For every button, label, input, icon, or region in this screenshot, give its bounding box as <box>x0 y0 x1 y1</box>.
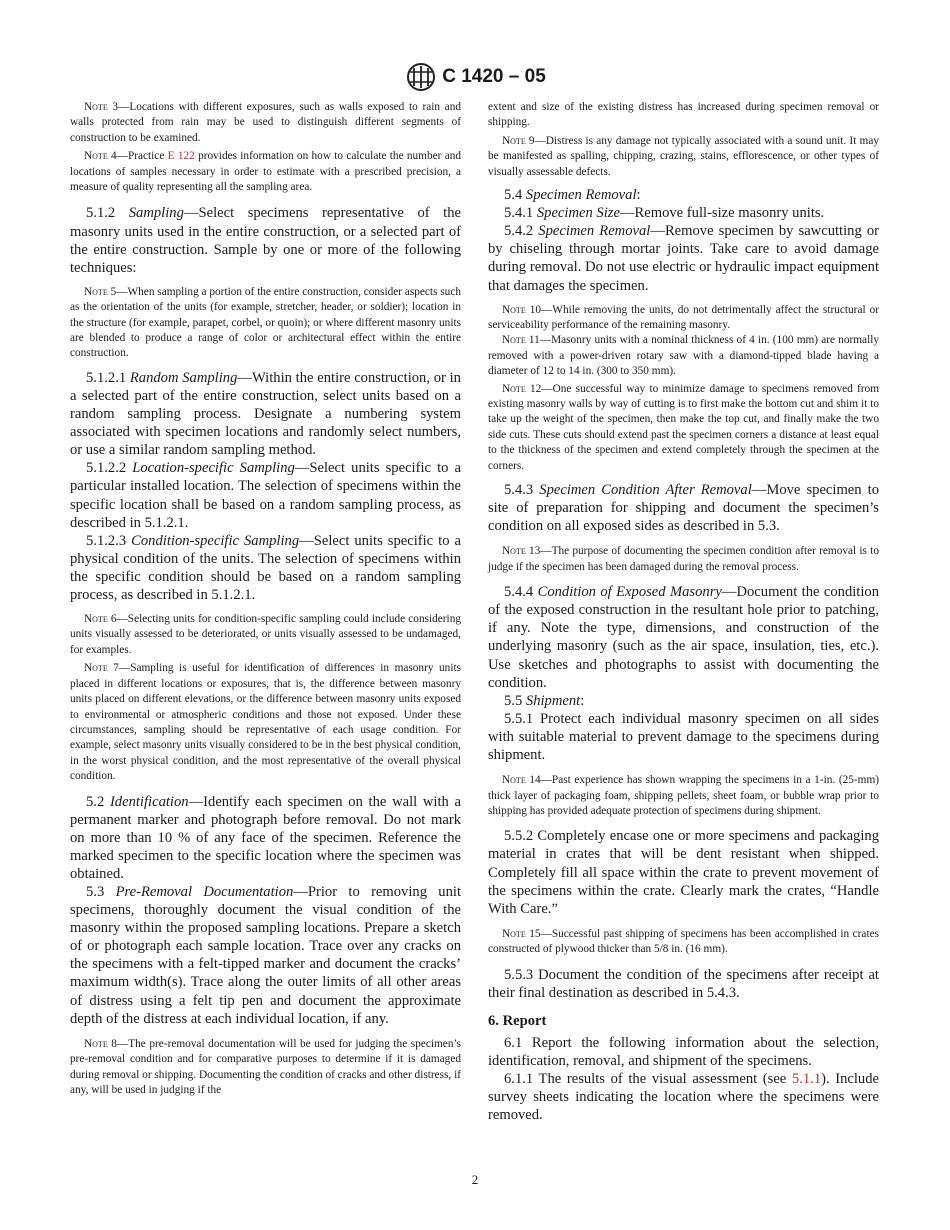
section-5-5-1: 5.5.1 Protect each individual masonry specimen on all sides with suitable material to prevent damage to the specimens during shipment. <box>488 710 879 763</box>
reference-link-5-1-1[interactable]: 5.1.1 <box>791 1070 822 1087</box>
reference-link-e122[interactable]: E 122 <box>167 150 195 163</box>
note-8-continued: extent and size of the existing distress has increased during specimen removal or shipping. <box>488 101 879 129</box>
note-9: Note 9—Distress is any damage not typically associated with a sound unit. It may be manifested as spalling, chipping, crazing, stains, efflorescence, or other types of visually assessable defects. <box>488 134 879 178</box>
document-designation: C 1420 – 05 <box>442 66 546 87</box>
page-number: 2 <box>471 1172 479 1187</box>
section-5-5-3: 5.5.3 Document the condition of the specimens after receipt at their final destination as described in 5.4.3. <box>488 966 879 1001</box>
section-5-2: 5.2 Identification—Identify each specimen on the wall with a permanent marker and photograph before removal. Do not mark on more than 10 % of any face of the specimen. Reference the marked specimen to the specific location where the specimen was obtained. <box>70 793 461 882</box>
note-5: Note 5—When sampling a portion of the entire construction, consider aspects such as the orientation of the units (for example, stretcher, header, or soldier); location in the structure (for example, parapet, corbel, or quoin); or where different masonry units are blended to produce a range of color or architectural effect within the entire construction. <box>70 285 461 360</box>
left-column <box>70 100 461 1098</box>
note-10: Note 10—While removing the units, do not detrimentally affect the structural or serviceability performance of the remaining masonry. <box>488 303 879 331</box>
section-5-3: 5.3 Pre-Removal Documentation—Prior to removing unit specimens, thoroughly document the visual condition of the masonry within the proposed sampling locations. Prepare a sketch of or photograph each sample location. Trace over any cracks on the specimens with a felt-tipped marker and document the cracks’ maximum width(s). Trace along the outer limits of all other areas of distress using a felt tip pen and document the approximate depth of the distress at each individual location, if any. <box>70 884 462 1027</box>
note-12: Note 12—One successful way to minimize damage to specimens removed from existing masonry walls by way of cutting is to first make the bottom cut and shim it to take up the weight of the specimen, then make the top cut, and finally make the two side cuts. These cuts should extend past the specimen corners a distance at least equal to the thickness of the specimen and extend completely through the specimen at the corners. <box>488 382 879 472</box>
section-5-1-2-2: 5.1.2.2 Location-specific Sampling—Select units specific to a particular installed location. The selection of specimens within the specific location shall be based on a random sampling process, as described in 5.1.2.1. <box>70 460 462 531</box>
section-5-4-3: 5.4.3 Specimen Condition After Removal—Move specimen to site of preparation for shipping and document the specimen’s condition on all exposed sides as described in 5.3. <box>488 482 879 535</box>
note-8: Note 8—The pre-removal documentation will be used for judging the specimen’s pre-removal condition and for comparative purposes to determine if it is damaged during removal or shipping. Documenting the condition of cracks and other distress, if any, will be used in judging if the <box>70 1037 461 1096</box>
section-5-5-2: 5.5.2 Completely encase one or more specimens and packaging material in crates that will be dent resistant when shipped. Completely fill all space within the crate to prevent movement of the specimens within the crate. Clearly mark the crates, “Handle With Care.” <box>488 828 879 917</box>
section-6-heading: 6. Report <box>488 1012 547 1029</box>
page-header <box>0 62 950 92</box>
note-4: Note 4—Practice E 122 provides information on how to calculate the number and locations of samples necessary in order to estimate with a prescribed precision, a measure of quality representing all the sampling area. <box>70 150 462 194</box>
section-5-1-2-3: 5.1.2.3 Condition-specific Sampling—Select units specific to a physical condition of the units. The selection of specimens within the specific condition should be based on a random sampling process, as described in 5.1.2.1. <box>70 532 462 603</box>
note-13: Note 13—The purpose of documenting the specimen condition after removal is to judge if the specimen has been damaged during the removal process. <box>488 545 879 573</box>
note-6: Note 6—Selecting units for condition-specific sampling could include considering units visually assessed to be deteriorated, or units visually assessed to be undamaged, for examples. <box>70 613 461 656</box>
right-column <box>488 100 879 1124</box>
note-3: Note 3—Locations with different exposures, such as walls exposed to rain and walls protected from rain may be used to distinguish different segments of construction to be examined. <box>70 101 461 144</box>
section-5-4-2: 5.4.2 Specimen Removal—Remove specimen by sawcutting or by chiseling through mortar joints. Take care to avoid damage during removal. Do not use electric or hydraulic impact equipment that damages the specimen. <box>488 223 879 294</box>
section-5-1-2-1: 5.1.2.1 Random Sampling—Within the entire construction, or in a selected part of the entire construction, select units based on a random sampling process. Designate a numbering system associated with specimen locations and randomly select numbers, or use a similar random sampling method. <box>70 369 461 459</box>
note-11: Note 11—Masonry units with a nominal thickness of 4 in. (100 mm) are normally removed with a power-driven rotary saw with a diamond-tipped blade having a diameter of 12 to 14 in. (300 to 350 mm). <box>488 334 879 378</box>
astm-logo-icon <box>404 62 438 92</box>
note-14: Note 14—Past experience has shown wrapping the specimens in a 1-in. (25-mm) thick layer of packaging foam, shipping pellets, sheet foam, or bubble wrap prior to shipping has provided adequate protection of specimens during shipment. <box>488 774 879 817</box>
section-6-1-1: 6.1.1 The results of the visual assessment (see 5.1.1). Include survey sheets indicating the location where the specimens were removed. <box>488 1070 880 1124</box>
section-5-4: 5.4 Specimen Removal: <box>504 187 641 204</box>
section-5-4-4: 5.4.4 Condition of Exposed Masonry—Document the condition of the exposed construction in the resultant hole prior to patching, if any. Note the type, dimensions, and construction of the underlying masonry (such as the air space, insulation, ties, etc.). Use sketches and photographs to assist with documenting the condition. <box>488 584 879 691</box>
section-5-4-1: 5.4.1 Specimen Size—Remove full-size masonry units. <box>504 205 825 222</box>
section-5-5: 5.5 Shipment: <box>504 692 585 709</box>
section-5-1-2: 5.1.2 Sampling—Select specimens representative of the masonry units used in the entire construction, or a selected part of the entire construction. Sample by one or more of the following techniques: <box>70 205 461 276</box>
note-15: Note 15—Successful past shipping of specimens has been accomplished in crates constructed of plywood thicker than 5/8 in. (16 mm). <box>488 927 879 956</box>
note-7: Note 7—Sampling is useful for identification of differences in masonry units placed in different locations or exposures, that is, the difference between masonry units placed on different elevations, or the difference between masonry units exposed to environmental or atmospheric conditions and those not exposed. Under these circumstances, sampling should be representative of each usage condition. For example, select masonry units visually considered to be in the best physical condition, in the worst physical condition, and the most representative of the overall physical condition. <box>70 662 461 783</box>
section-6-1: 6.1 Report the following information about the selection, identification, removal, and shipment of the specimens. <box>488 1034 879 1069</box>
